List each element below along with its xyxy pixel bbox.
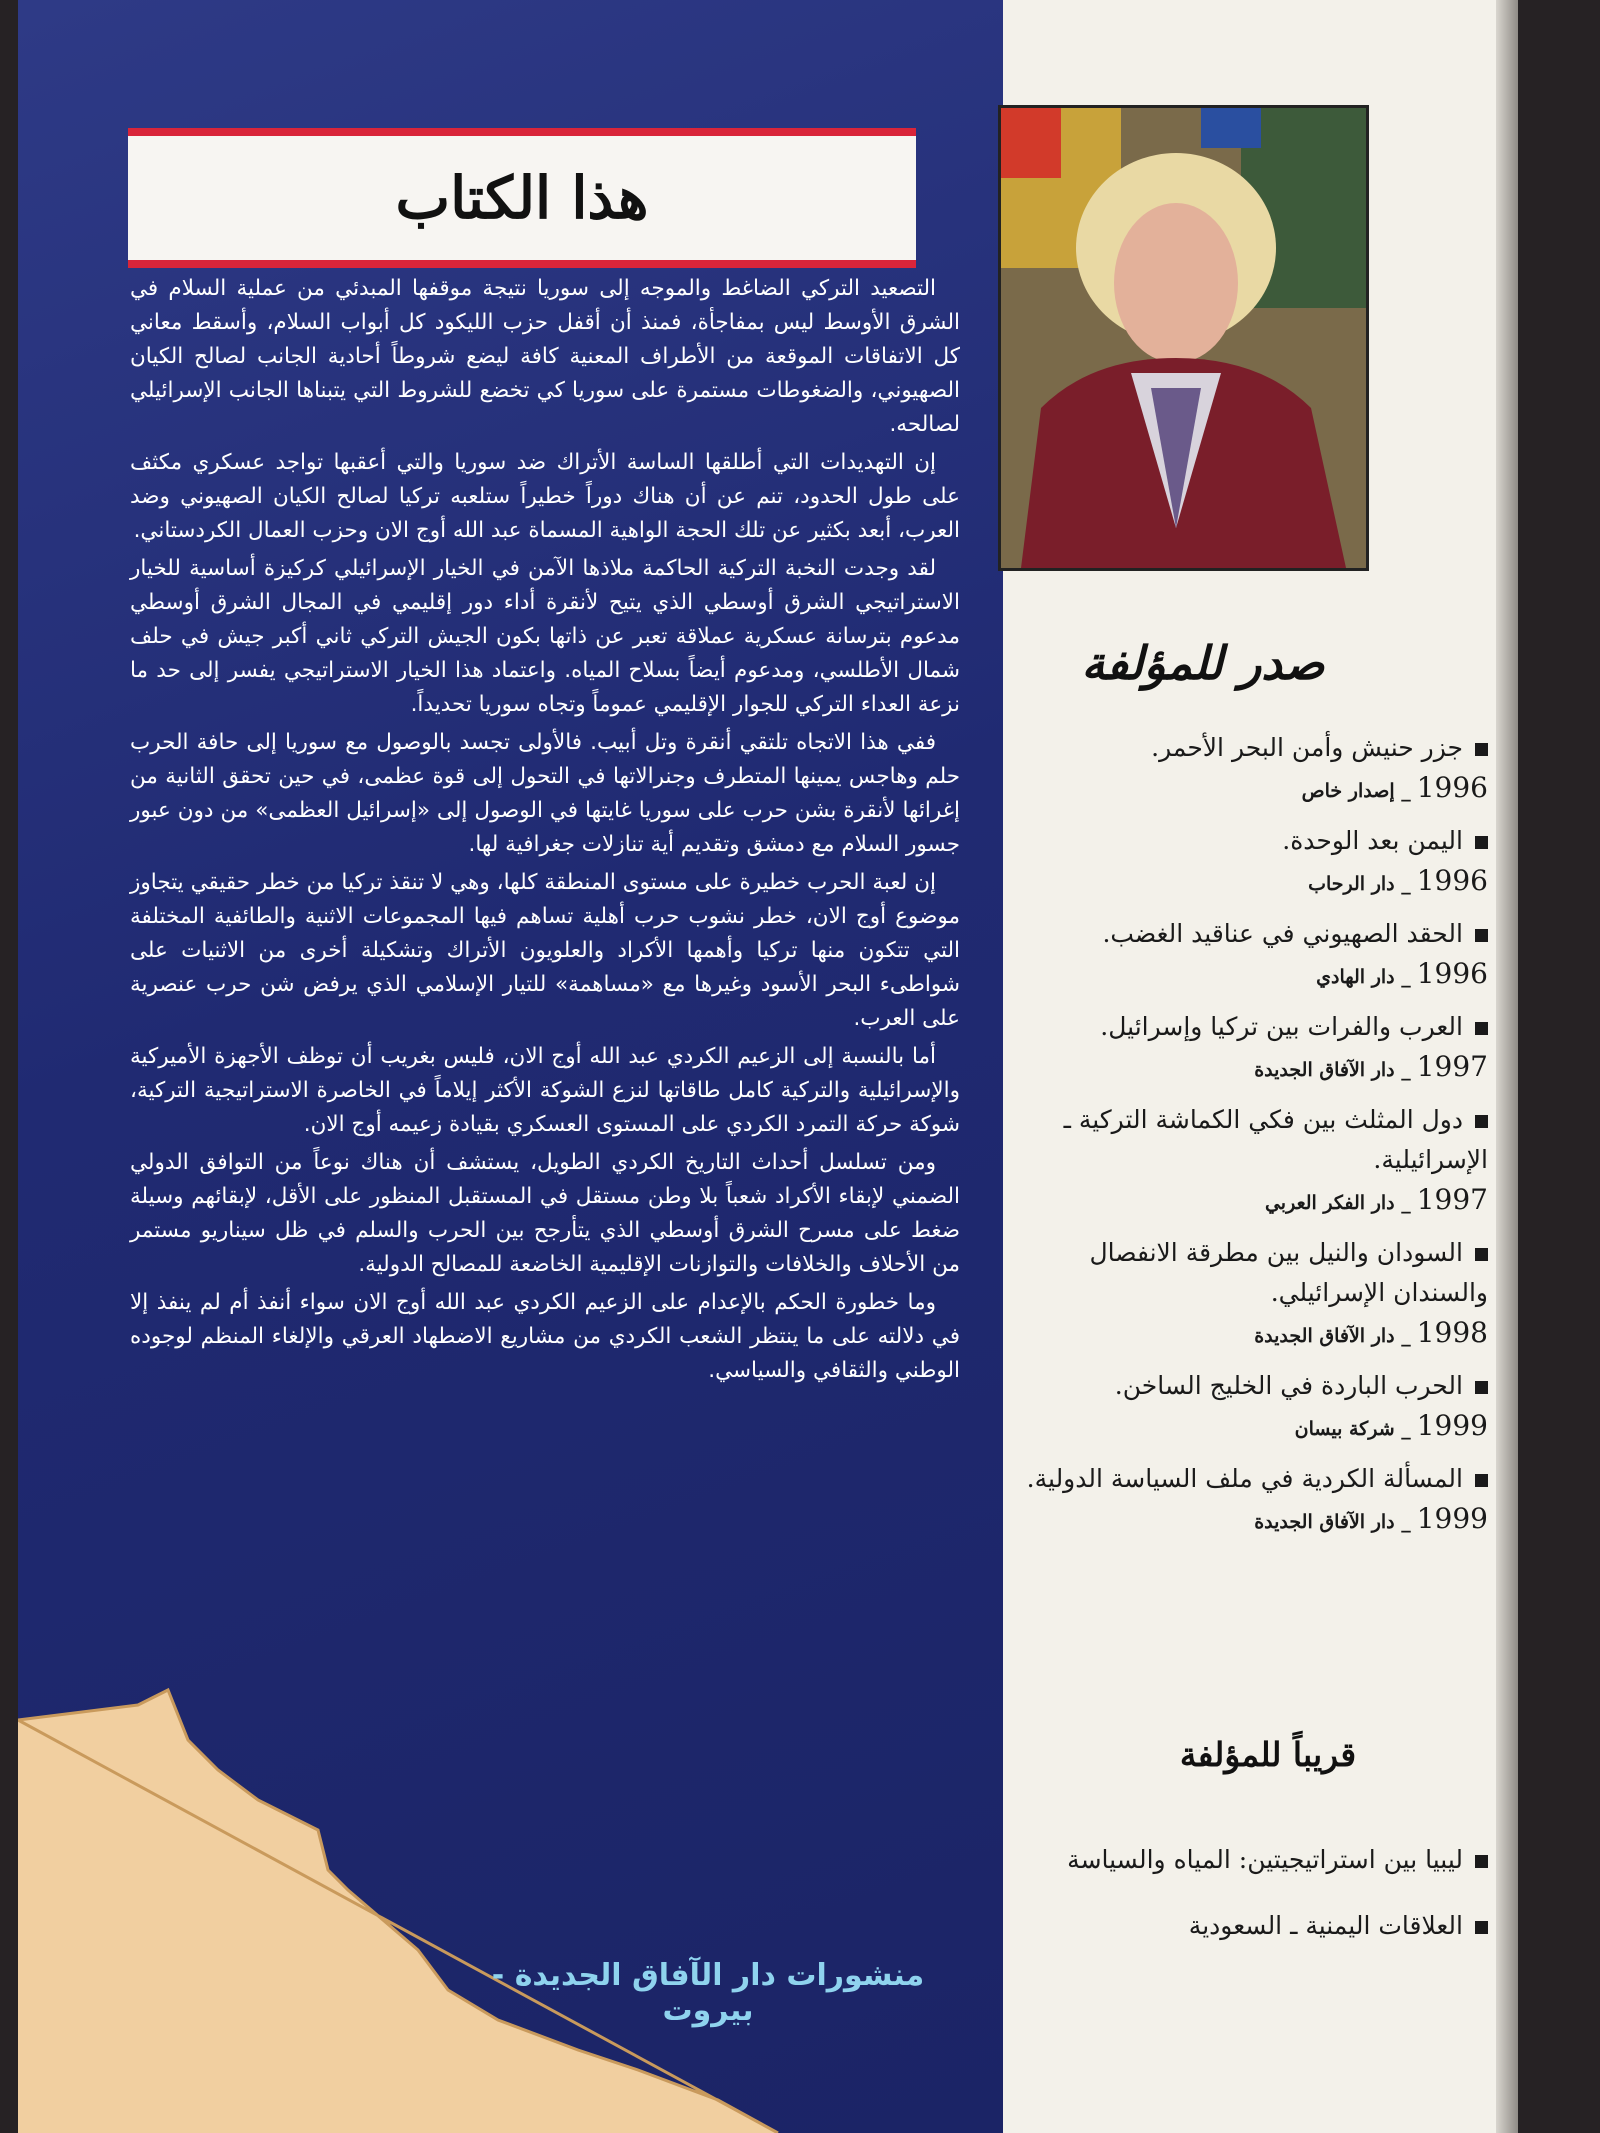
list-item xyxy=(1008,1366,1488,1449)
work-publisher: _ دار الفكر العربي xyxy=(1264,1192,1411,1214)
work-publisher: _ دار الآفاق الجديدة xyxy=(1254,1511,1411,1533)
work-title: المسألة الكردية في ملف السياسة الدولية. xyxy=(1026,1464,1463,1493)
work-title: دول المثلث بين فكي الكماشة التركية ـ الإسرائيلية. xyxy=(1063,1105,1488,1174)
bullet-icon xyxy=(1475,836,1488,849)
bullet-icon xyxy=(1475,1855,1488,1868)
work-year: 1996 xyxy=(1416,771,1488,804)
work-publisher: _ شركة بيسان xyxy=(1294,1418,1411,1440)
work-year: 1999 xyxy=(1416,1409,1488,1442)
work-year: 1997 xyxy=(1416,1183,1488,1216)
bullet-icon xyxy=(1475,1115,1488,1128)
list-item xyxy=(1008,914,1488,997)
bullet-icon xyxy=(1475,1022,1488,1035)
paragraph: ففي هذا الاتجاه تلتقي أنقرة وتل أبيب. فالأولى تجسد بالوصول مع سوريا إلى حافة الحرب حلم وهاجس يمينها المتطرف وجنرالاتها في التحول إلى قوة عظمى، في حين تحقق الثانية من إغرائها لأنقرة بشن حرب على سوريا غايتها في الوصول إلى «إسرائيل العظمى» من دون عبور جسور السلام مع دمشق وتقديم أية تنازلات جغرافية لها. xyxy=(130,730,960,857)
page-edge xyxy=(1496,0,1518,2133)
paragraph: أما بالنسبة إلى الزعيم الكردي عبد الله أوج الان، فليس بغريب أن توظف الأجهزة الأميركية والإسرائيلية والتركية كامل طاقاتها لنزع الشوكة الأكثر إيلاماً في الخاصرة الاستراتيجية التركية، شوكة حركة التمرد الكردي على المستوى العسكري بقيادة زعيمه أوج الان. xyxy=(130,1044,960,1137)
bullet-icon xyxy=(1475,929,1488,942)
bullet-icon xyxy=(1475,1474,1488,1487)
paragraph: إن التهديدات التي أطلقها الساسة الأتراك ضد سوريا والتي أعقبها تواجد عسكري مكثف على طول الحدود، تنم عن أن هناك دوراً خطيراً ستلعبه تركيا لصالح الكيان الصهيوني وضد العرب، أبعد بكثير عن تلك الحجة الواهية المسماة عبد الله أوج الان وحزب العمال الكردستاني. xyxy=(130,450,960,543)
about-book-text xyxy=(130,272,960,1392)
work-publisher: _ دار الآفاق الجديدة xyxy=(1254,1059,1411,1081)
list-item xyxy=(1008,728,1488,811)
work-title: اليمن بعد الوحدة. xyxy=(1282,826,1463,855)
work-year: 1996 xyxy=(1416,957,1488,990)
author-photo xyxy=(998,105,1369,571)
author-works-heading: صدر للمؤلفة xyxy=(1081,636,1325,690)
work-title: العرب والفرات بين تركيا وإسرائيل. xyxy=(1100,1012,1463,1041)
paragraph: لقد وجدت النخبة التركية الحاكمة ملاذها الآمن في الخيار الإسرائيلي كركيزة أساسية للخيار الاستراتيجي الشرق أوسطي الذي يتيح لأنقرة أداء دور إقليمي في المجال الشرق أوسطي مدعوم بترسانة عسكرية عملاقة تعبر عن ذاتها بكون الجيش التركي ثاني أكبر جيش في حلف شمال الأطلسي، ومدعوم أيضاً بسلاح المياه. واعتماد هذا الخيار الاستراتيجي يفسر إلى حد ما نزعة العداء التركي للجوار الإقليمي عموماً وتجاه سوريا تحديداً. xyxy=(130,556,960,717)
author-works-list xyxy=(1008,728,1488,1552)
list-item xyxy=(1008,1906,1488,1946)
work-publisher: _ دار الرحاب xyxy=(1308,873,1411,895)
bullet-icon xyxy=(1475,1381,1488,1394)
work-publisher: _ إصدار خاص xyxy=(1301,780,1411,802)
work-year: 1999 xyxy=(1416,1502,1488,1535)
bullet-icon xyxy=(1475,743,1488,756)
upcoming-title: العلاقات اليمنية ـ السعودية xyxy=(1188,1911,1463,1940)
list-item xyxy=(1008,1007,1488,1090)
work-title: جزر حنيش وأمن البحر الأحمر. xyxy=(1151,733,1463,762)
paragraph: إن لعبة الحرب خطيرة على مستوى المنطقة كلها، وهي لا تنقذ تركيا من خطر حقيقي يتجاوز موضوع أوج الان، خطر نشوب حرب أهلية تساهم فيها المجموعات الاثنية والطائفية المختلفة التي تتكون منها تركيا وأهمها الأكراد والعلويون الأتراك وتشكيلة أخرى من الاثنيات على شواطىء البحر الأسود وغيرها مع «مساهمة» للتيار الإسلامي الذي يرفض شن حرب عنصرية على العرب. xyxy=(130,870,960,1031)
work-year: 1997 xyxy=(1416,1050,1488,1083)
upcoming-title: ليبيا بين استراتيجيتين: المياه والسياسة xyxy=(1067,1845,1463,1874)
bullet-icon xyxy=(1475,1248,1488,1261)
paragraph: التصعيد التركي الضاغط والموجه إلى سوريا نتيجة موقفها المبدئي من عملية السلام في الشرق الأوسط ليس بمفاجأة، فمنذ أن أقفل حزب الليكود كل أبواب السلام، وأسقط معاني كل الاتفاقات الموقعة من الأطراف المعنية كافة ليضع شروطاً أحادية الجانب لصالح الكيان الصهيوني، والضغوطات مستمرة على سوريا كي تخضع للشروط التي يتبناها الجانب الإسرائيلي لصالحه. xyxy=(130,276,960,437)
paragraph: وما خطورة الحكم بالإعدام على الزعيم الكردي عبد الله أوج الان سواء أنفذ أم لم ينفذ إلا في دلالته على ما ينتظر الشعب الكردي من مشاريع الاضطهاد العرقي والإلغاء المنظم لوجوده الوطني والثقافي والسياسي. xyxy=(130,1290,960,1383)
bullet-icon xyxy=(1475,1921,1488,1934)
work-publisher: _ دار الهادي xyxy=(1316,966,1411,988)
about-book-title: هذا الكتاب xyxy=(395,164,649,232)
list-item xyxy=(1008,1233,1488,1356)
author-portrait-image xyxy=(1001,108,1366,568)
title-banner xyxy=(128,128,916,268)
work-year: 1998 xyxy=(1416,1316,1488,1349)
list-item xyxy=(1008,821,1488,904)
list-item xyxy=(1008,1459,1488,1542)
work-title: السودان والنيل بين مطرقة الانفصال والسندان الإسرائيلي. xyxy=(1089,1238,1488,1307)
publisher-imprint: منشورات دار الآفاق الجديدة - بيروت xyxy=(491,1958,925,2028)
list-item xyxy=(1008,1100,1488,1223)
book-back-cover xyxy=(18,0,1518,2133)
list-item xyxy=(1008,1840,1488,1880)
work-title: الحرب الباردة في الخليج الساخن. xyxy=(1114,1371,1463,1400)
upcoming-works-heading: قريباً للمؤلفة xyxy=(1179,1735,1357,1774)
paragraph: ومن تسلسل أحداث التاريخ الكردي الطويل، يستشف أن هناك نوعاً من التوافق الدولي الضمني لإبقاء الأكراد شعباً بلا وطن مستقل في المستقبل المنظور على الأقل، لإبقائهم وسيلة ضغط على مسرح الشرق أوسطي الذي يتأرجح بين الحرب والسلم في ظل سيناريو مستمر من الأحلاف والخلافات والتوازنات الإقليمية الخاضعة للمصالح الدولية. xyxy=(130,1150,960,1277)
work-year: 1996 xyxy=(1416,864,1488,897)
work-publisher: _ دار الآفاق الجديدة xyxy=(1254,1325,1411,1347)
upcoming-works-list xyxy=(1008,1840,1488,1972)
work-title: الحقد الصهيوني في عناقيد الغضب. xyxy=(1102,919,1463,948)
